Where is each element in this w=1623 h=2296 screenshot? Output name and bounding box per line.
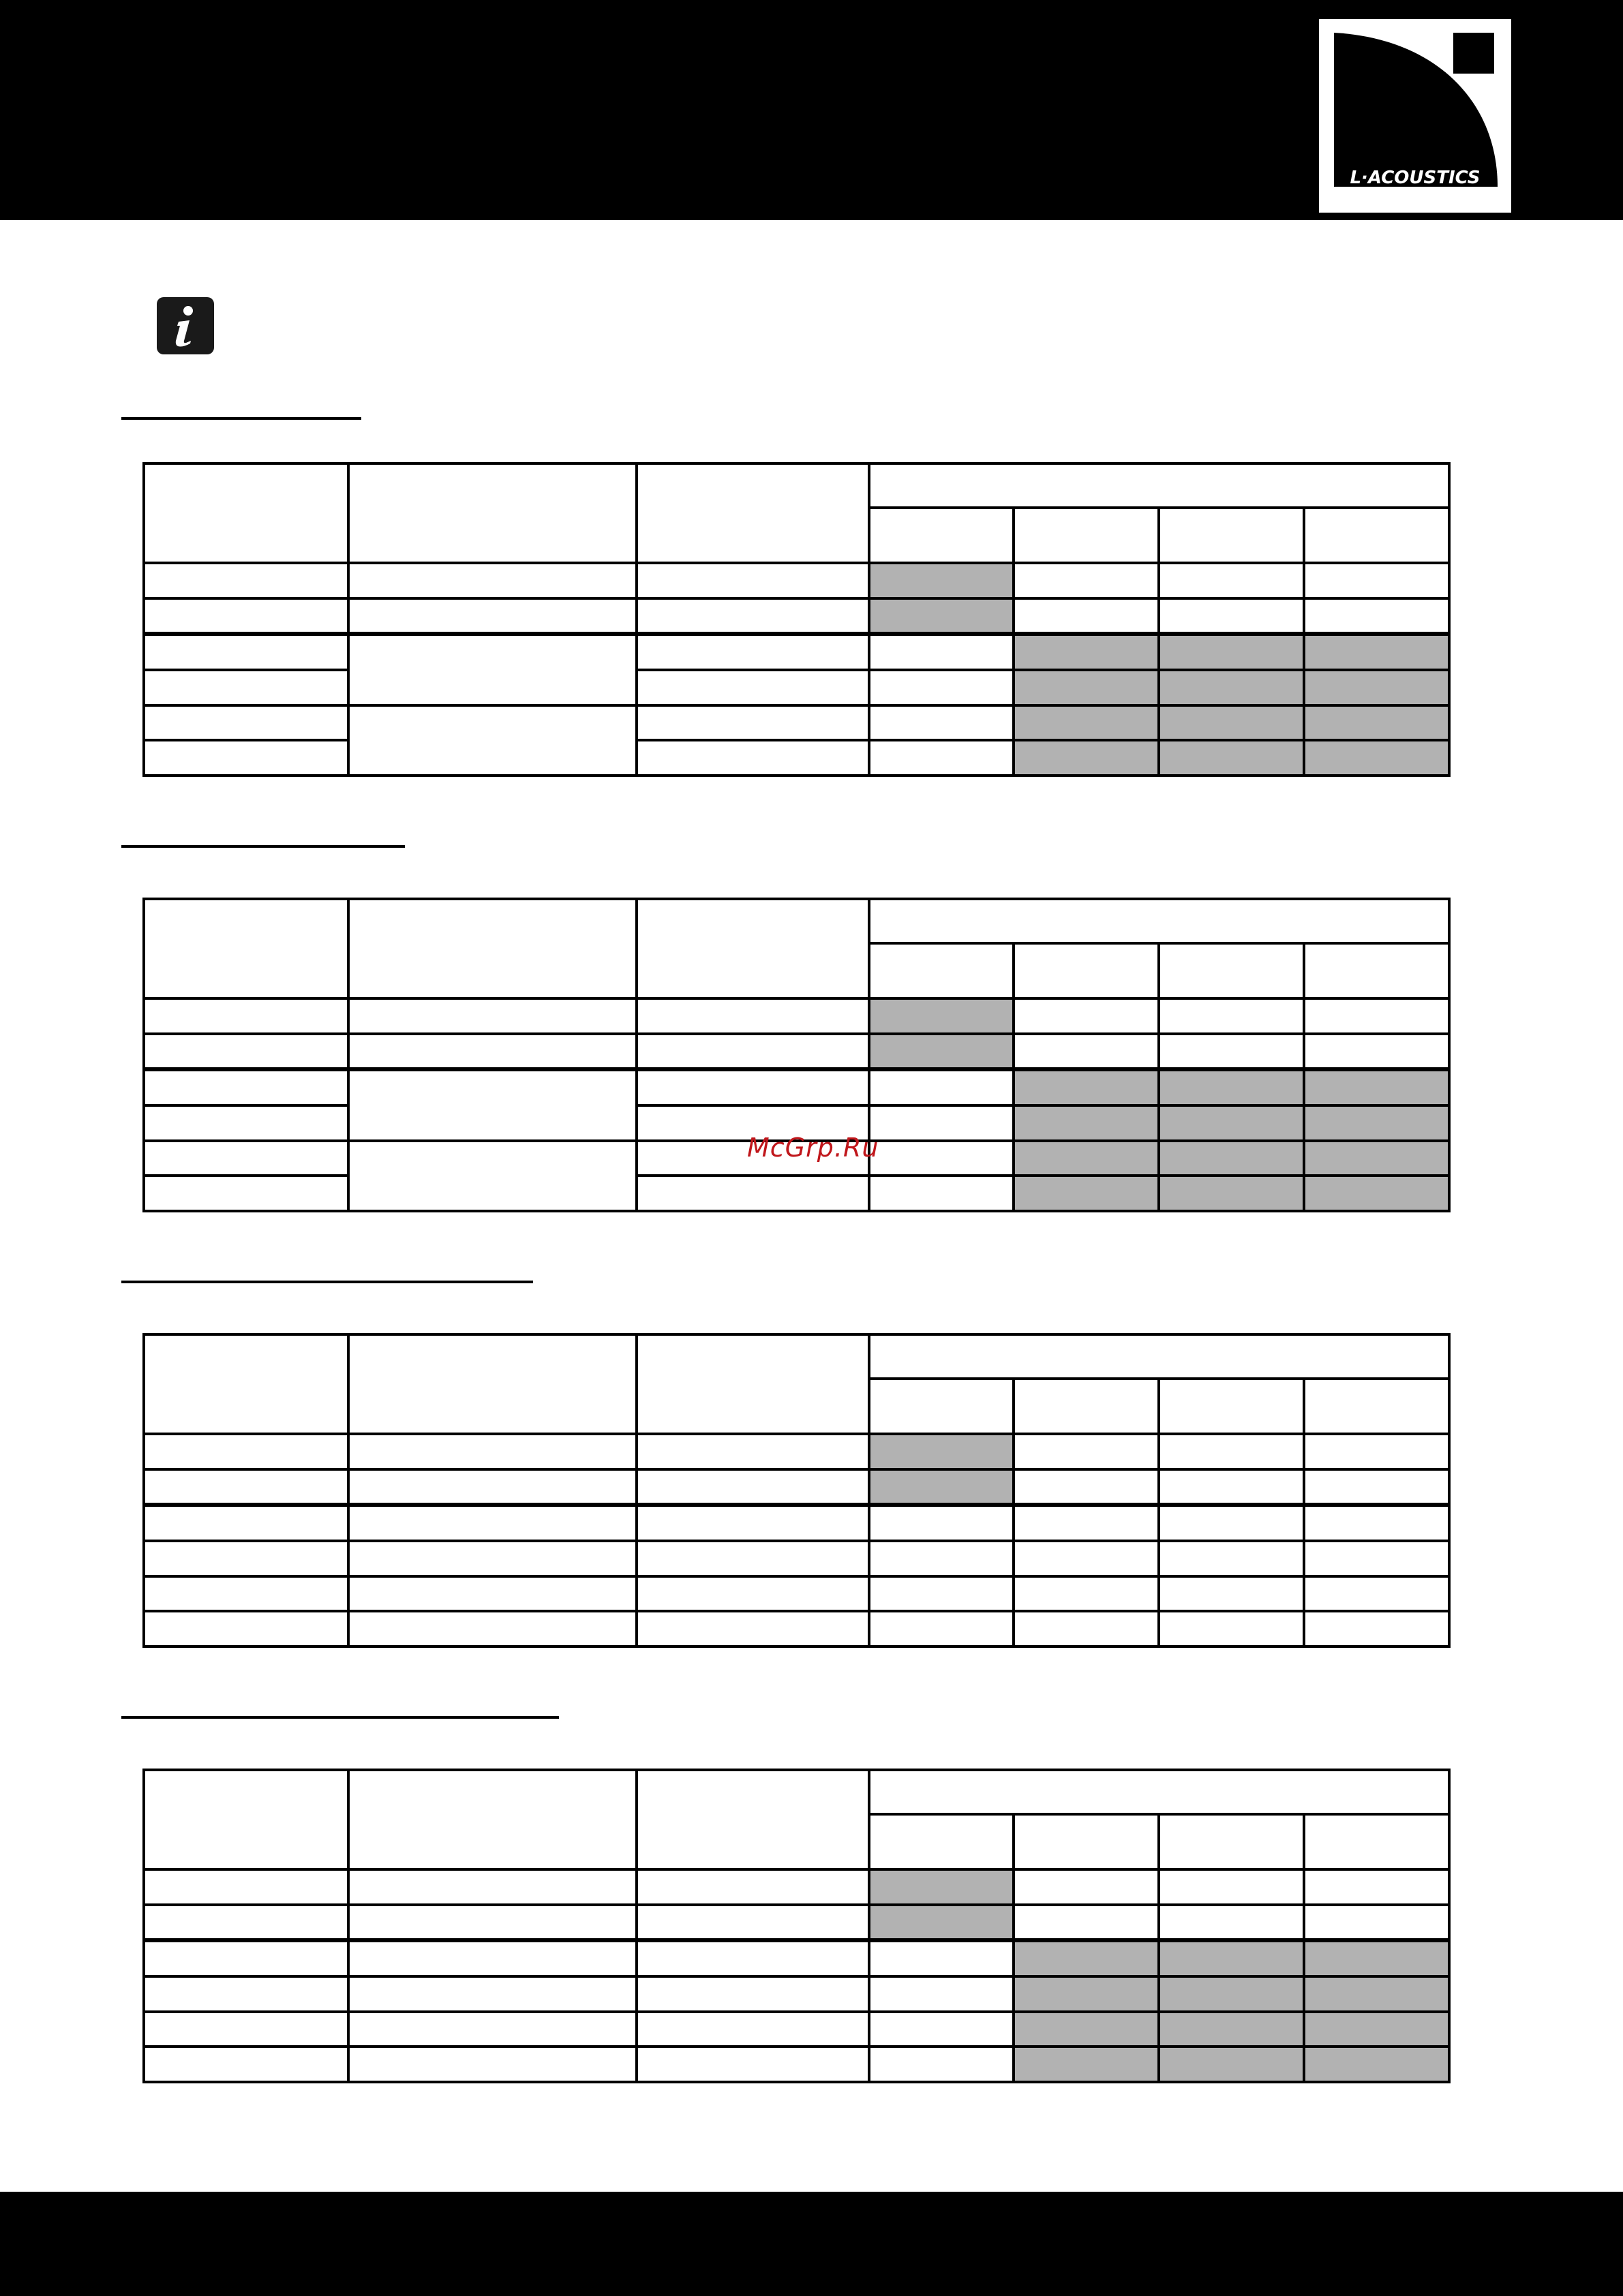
table-cell <box>637 1176 869 1211</box>
spec-table <box>142 462 1451 777</box>
table-header-cell <box>348 1770 637 1869</box>
table-row <box>144 1176 1449 1211</box>
table-row <box>144 1069 1449 1105</box>
table-cell <box>869 740 1014 776</box>
table-cell-shaded <box>1014 2047 1159 2082</box>
table-cell <box>1159 1541 1304 1576</box>
table-subheader-cell <box>869 1814 1014 1870</box>
table-cell <box>348 705 637 776</box>
table-row <box>144 634 1449 670</box>
table-cell <box>348 1034 637 1070</box>
table-header-cell <box>637 463 869 563</box>
table-cell <box>348 563 637 598</box>
table-cell <box>637 598 869 634</box>
table-cell <box>1159 1505 1304 1541</box>
table-row <box>144 1434 1449 1469</box>
table-cell <box>1304 1541 1449 1576</box>
table-header-cell <box>348 899 637 998</box>
table-cell <box>144 1611 348 1647</box>
table-cell <box>1014 1505 1159 1541</box>
table-row <box>144 740 1449 776</box>
table-cell <box>869 1069 1014 1105</box>
table-cell <box>144 998 348 1034</box>
table-cell-shaded <box>869 563 1014 598</box>
section-heading-rule <box>121 1281 533 1283</box>
table-row <box>144 1505 1449 1541</box>
table-cell-shaded <box>1304 634 1449 670</box>
table-cell-shaded <box>1159 740 1304 776</box>
table-cell-shaded <box>1304 740 1449 776</box>
table-group-header-cell <box>869 899 1449 943</box>
table-cell <box>869 705 1014 741</box>
table-cell <box>869 670 1014 705</box>
table-cell <box>1014 1034 1159 1070</box>
table-cell <box>1014 1611 1159 1647</box>
table-cell <box>144 1069 348 1105</box>
table-cell <box>348 1469 637 1505</box>
table-cell <box>348 1905 637 1941</box>
table-cell <box>1014 998 1159 1034</box>
table-cell <box>144 2047 348 2082</box>
table-header-cell <box>348 1334 637 1434</box>
table-cell <box>144 1576 348 1612</box>
table-cell <box>637 1069 869 1105</box>
table-group-header-cell <box>869 463 1449 508</box>
table-cell <box>144 670 348 705</box>
table-cell <box>144 1541 348 1576</box>
table-cell-shaded <box>1159 1141 1304 1176</box>
table-cell <box>144 1505 348 1541</box>
table-cell <box>869 1105 1014 1141</box>
table-row <box>144 1976 1449 2012</box>
table-cell-shaded <box>1159 1940 1304 1976</box>
table-cell-shaded <box>1014 2012 1159 2047</box>
table-cell-shaded <box>869 1434 1014 1469</box>
table-cell <box>1014 1434 1159 1469</box>
table-cell <box>1304 563 1449 598</box>
table-cell <box>348 634 637 705</box>
table-cell-shaded <box>1304 2012 1449 2047</box>
table-row <box>144 705 1449 741</box>
table-cell <box>637 670 869 705</box>
table-cell-shaded <box>1304 1940 1449 1976</box>
table-header-cell <box>144 1334 348 1434</box>
table-cell-shaded <box>1159 2012 1304 2047</box>
table-cell <box>348 1141 637 1211</box>
table-subheader-cell <box>1014 1379 1159 1435</box>
table-cell <box>1014 598 1159 634</box>
table-cell <box>144 1434 348 1469</box>
table-cell <box>869 1176 1014 1211</box>
table-cell-shaded <box>1304 1976 1449 2012</box>
table-cell <box>637 1034 869 1070</box>
table-cell <box>1304 1869 1449 1905</box>
table-cell <box>144 740 348 776</box>
table-group-header-cell <box>869 1770 1449 1814</box>
table-cell <box>637 740 869 776</box>
table-cell-shaded <box>1159 2047 1304 2082</box>
table-cell-shaded <box>1159 634 1304 670</box>
table-cell-shaded <box>1304 2047 1449 2082</box>
table-cell-shaded <box>1159 1976 1304 2012</box>
table-cell <box>144 1141 348 1176</box>
table-cell <box>144 563 348 598</box>
table-cell-shaded <box>1304 1069 1449 1105</box>
table-cell <box>1159 1869 1304 1905</box>
table-cell <box>144 1940 348 1976</box>
table-cell-shaded <box>869 1905 1014 1941</box>
table-cell <box>348 998 637 1034</box>
table-cell <box>348 2047 637 2082</box>
table-cell <box>1159 1905 1304 1941</box>
table-header-cell <box>144 899 348 998</box>
table-cell <box>1304 1434 1449 1469</box>
table-cell <box>144 1905 348 1941</box>
table-cell <box>1159 598 1304 634</box>
logo-mark-icon <box>1319 19 1511 213</box>
table-cell <box>1304 1034 1449 1070</box>
table-cell <box>1014 1576 1159 1612</box>
spec-table <box>142 1333 1451 1648</box>
section-heading-rule <box>121 417 361 420</box>
table-cell <box>1159 1034 1304 1070</box>
table-subheader-cell <box>1014 1814 1159 1870</box>
table-row <box>144 1469 1449 1505</box>
table-cell <box>637 998 869 1034</box>
table-cell-shaded <box>1014 705 1159 741</box>
watermark-text: McGrp.Ru <box>747 1133 879 1163</box>
table-cell <box>1304 598 1449 634</box>
page-footer-bar <box>0 2192 1623 2296</box>
table-cell <box>348 1069 637 1140</box>
table-subheader-cell <box>869 508 1014 564</box>
table-cell <box>637 1505 869 1541</box>
table-header-cell <box>144 463 348 563</box>
spec-table <box>142 898 1451 1212</box>
info-icon <box>157 297 214 354</box>
table-header-cell <box>637 1770 869 1869</box>
table-cell-shaded <box>1014 1105 1159 1141</box>
table-row <box>144 563 1449 598</box>
table-cell <box>144 598 348 634</box>
table-cell <box>869 1611 1014 1647</box>
table-cell <box>1304 1611 1449 1647</box>
table-subheader-cell <box>1014 508 1159 564</box>
table-cell <box>1014 1469 1159 1505</box>
table-row <box>144 1940 1449 1976</box>
table-cell <box>1159 1469 1304 1505</box>
table-cell-shaded <box>1014 740 1159 776</box>
table-subheader-cell <box>1159 1379 1304 1435</box>
table-cell <box>1014 1869 1159 1905</box>
table-subheader-cell <box>1159 508 1304 564</box>
table-cell <box>1304 1505 1449 1541</box>
table-subheader-cell <box>1159 943 1304 999</box>
table-cell-shaded <box>1159 1069 1304 1105</box>
table-subheader-cell <box>1304 943 1449 999</box>
table-row <box>144 1034 1449 1070</box>
table-subheader-cell <box>869 943 1014 999</box>
table-cell-shaded <box>1159 670 1304 705</box>
table-cell-shaded <box>1014 1176 1159 1211</box>
table-cell-shaded <box>1159 705 1304 741</box>
table-cell-shaded <box>1014 1069 1159 1105</box>
table-subheader-cell <box>1159 1814 1304 1870</box>
table-cell <box>637 1905 869 1941</box>
table-cell <box>869 1541 1014 1576</box>
table-cell-shaded <box>869 998 1014 1034</box>
table-row <box>144 1869 1449 1905</box>
table-cell-shaded <box>1014 634 1159 670</box>
table-header-cell <box>637 1334 869 1434</box>
table-cell-shaded <box>1014 1141 1159 1176</box>
section-heading-rule <box>121 1716 559 1719</box>
table-cell <box>348 1541 637 1576</box>
table-cell <box>637 1869 869 1905</box>
table-cell-shaded <box>1304 1105 1449 1141</box>
table-cell-shaded <box>1304 1141 1449 1176</box>
table-cell <box>637 1611 869 1647</box>
table-cell <box>637 2012 869 2047</box>
table-row <box>144 1611 1449 1647</box>
table-cell <box>348 1505 637 1541</box>
table-cell <box>1304 998 1449 1034</box>
table-cell <box>348 2012 637 2047</box>
table-cell <box>348 1576 637 1612</box>
brand-logo <box>1317 17 1513 215</box>
table-cell <box>869 2047 1014 2082</box>
table-cell <box>637 634 869 670</box>
section-heading-rule <box>121 845 405 848</box>
table-cell-shaded <box>1304 670 1449 705</box>
table-cell <box>637 2047 869 2082</box>
table-cell <box>869 1976 1014 2012</box>
table-cell <box>1159 1576 1304 1612</box>
table-cell <box>144 1105 348 1141</box>
table-header-cell <box>637 899 869 998</box>
table-cell <box>348 1940 637 1976</box>
table-cell <box>1159 563 1304 598</box>
table-cell <box>637 1541 869 1576</box>
table-row <box>144 670 1449 705</box>
table-cell-shaded <box>1159 1105 1304 1141</box>
table-cell-shaded <box>1304 705 1449 741</box>
table-header-cell <box>144 1770 348 1869</box>
table-cell <box>348 1976 637 2012</box>
table-cell <box>144 705 348 741</box>
table-row <box>144 598 1449 634</box>
table-cell-shaded <box>1304 1176 1449 1211</box>
table-cell <box>869 1505 1014 1541</box>
table-cell <box>348 1869 637 1905</box>
table-subheader-cell <box>1304 508 1449 564</box>
table-cell <box>1304 1469 1449 1505</box>
table-header-cell <box>348 463 637 563</box>
table-cell <box>348 1611 637 1647</box>
table-subheader-cell <box>1304 1814 1449 1870</box>
table-cell <box>869 2012 1014 2047</box>
table-cell <box>1159 1434 1304 1469</box>
table-row <box>144 1576 1449 1612</box>
table-cell <box>1014 563 1159 598</box>
table-cell <box>1304 1576 1449 1612</box>
table-row <box>144 1541 1449 1576</box>
table-cell <box>637 1976 869 2012</box>
spec-table <box>142 1769 1451 2083</box>
table-cell-shaded <box>869 598 1014 634</box>
table-cell <box>144 1176 348 1211</box>
table-cell <box>869 634 1014 670</box>
table-cell <box>1014 1541 1159 1576</box>
table-cell <box>1159 998 1304 1034</box>
table-cell <box>1304 1905 1449 1941</box>
table-row <box>144 2012 1449 2047</box>
table-cell-shaded <box>1159 1176 1304 1211</box>
table-cell <box>144 2012 348 2047</box>
table-row <box>144 998 1449 1034</box>
table-row <box>144 2047 1449 2082</box>
table-cell <box>144 1869 348 1905</box>
table-cell <box>144 1469 348 1505</box>
table-cell <box>869 1940 1014 1976</box>
table-cell-shaded <box>1014 1940 1159 1976</box>
table-cell <box>1014 1905 1159 1941</box>
table-subheader-cell <box>1014 943 1159 999</box>
table-group-header-cell <box>869 1334 1449 1379</box>
table-cell <box>637 705 869 741</box>
table-cell <box>144 634 348 670</box>
table-subheader-cell <box>1304 1379 1449 1435</box>
table-cell <box>1159 1611 1304 1647</box>
table-subheader-cell <box>869 1379 1014 1435</box>
table-cell-shaded <box>1014 670 1159 705</box>
table-cell-shaded <box>869 1869 1014 1905</box>
table-cell <box>637 1940 869 1976</box>
table-cell <box>637 563 869 598</box>
logo-wordmark: L·ACOUSTICS <box>1350 168 1481 188</box>
table-cell <box>144 1976 348 2012</box>
table-cell <box>637 1434 869 1469</box>
table-cell-shaded <box>869 1034 1014 1070</box>
table-cell <box>869 1576 1014 1612</box>
table-cell <box>144 1034 348 1070</box>
table-cell <box>637 1469 869 1505</box>
table-cell-shaded <box>869 1469 1014 1505</box>
table-row <box>144 1905 1449 1941</box>
table-cell <box>348 598 637 634</box>
table-cell-shaded <box>1014 1976 1159 2012</box>
table-cell <box>637 1576 869 1612</box>
table-cell <box>348 1434 637 1469</box>
table-cell <box>869 1141 1014 1176</box>
